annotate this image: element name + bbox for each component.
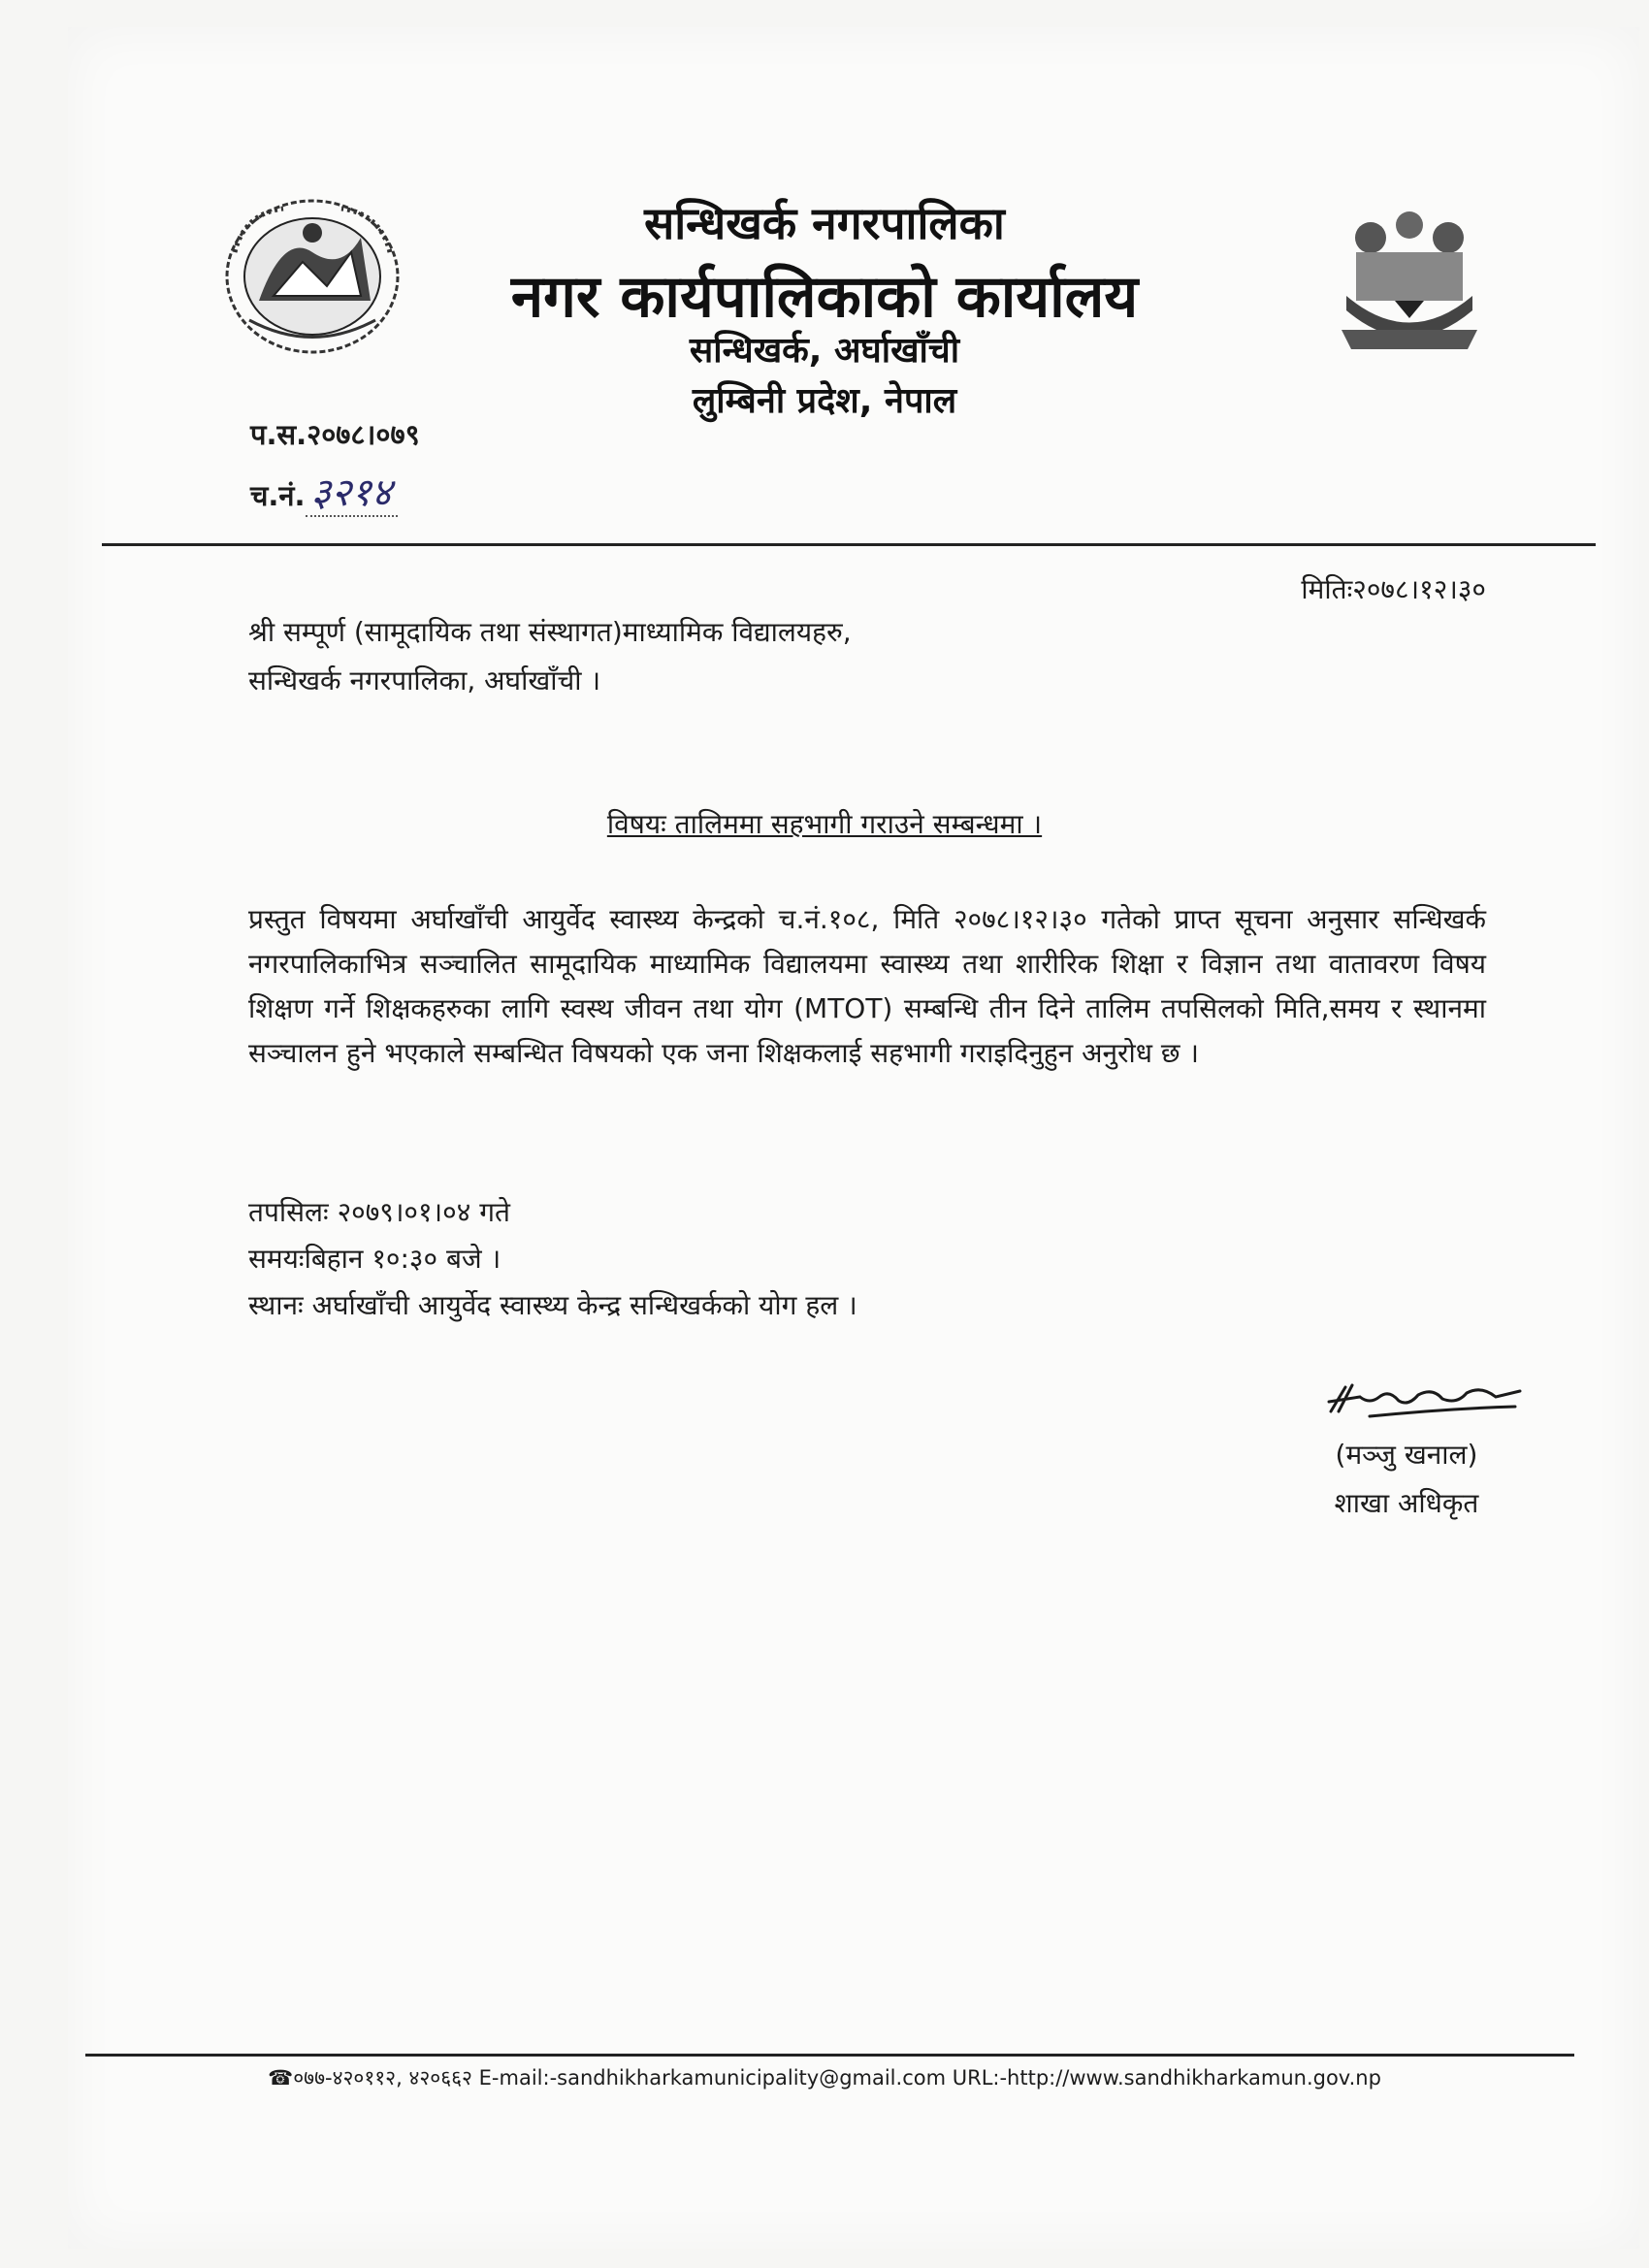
signature-mark <box>1311 1368 1535 1426</box>
header-location: सन्धिखर्क, अर्घाखाँची <box>689 331 960 371</box>
ps-value: २०७८।०७९ <box>307 418 420 451</box>
footer-email: E-mail:-sandhikharkamunicipality@gmail.com <box>478 2066 947 2090</box>
header-municipality-name: सन्धिखर्क नगरपालिका <box>644 197 1005 249</box>
footer-url: URL:-http://www.sandhikharkamun.gov.np <box>952 2066 1381 2090</box>
detail-venue: स्थानः अर्घाखाँची आयुर्वेद स्वास्थ्य केन्द्र सन्धिखर्कको योग हल । <box>248 1289 857 1321</box>
footer-divider <box>85 2054 1574 2057</box>
fiscal-year-ref <box>250 415 420 453</box>
header-divider <box>102 543 1596 546</box>
signatory-name: (मञ्जु खनाल) <box>1335 1439 1478 1471</box>
nepal-emblem-icon <box>215 194 409 359</box>
header-office-name: नगर कार्यपालिकाको कार्यालय <box>510 263 1139 331</box>
detail-date: तपसिलः २०७९।०१।०४ गते <box>248 1196 510 1228</box>
recipient-line-2: सन्धिखर्क नगरपालिका, अर्घाखाँची । <box>248 664 601 697</box>
letter-date: मितिः२०७८।१२।३० <box>1301 573 1486 605</box>
footer-phone: ०७७-४२०११२, ४२०६६२ <box>293 2066 472 2090</box>
ps-label: प.स. <box>250 418 307 451</box>
subject-text: विषयः तालिममा सहभागी गराउने सम्बन्धमा । <box>606 808 1043 840</box>
recipient-line-1: श्री सम्पूर्ण (सामूदायिक तथा संस्थागत)माध्यामिक विद्यालयहरु, <box>248 616 852 648</box>
signatory-designation: शाखा अधिकृत <box>1334 1487 1479 1519</box>
dispatch-number-ref <box>250 464 398 517</box>
detail-time: समयःबिहान १०:३० बजे । <box>248 1243 501 1275</box>
cn-handwritten-value: ३२१४ <box>306 470 398 517</box>
subject-line <box>0 805 1649 842</box>
footer-contact <box>0 2064 1649 2091</box>
cn-label: च.नं. <box>250 479 306 512</box>
phone-icon: ☎ <box>268 2066 294 2090</box>
municipality-logo-icon <box>1327 204 1492 369</box>
header-province: लुम्बिनी प्रदेश, नेपाल <box>692 381 957 421</box>
letter-body: प्रस्तुत विषयमा अर्घाखाँची आयुर्वेद स्वास्थ्य केन्द्रको च.नं.१०८, मिति २०७८।१२।३० गतेको प्राप्त सूचना अनुसार सन्धिखर्क नगरपालिकाभित्र सञ्चालित सामूदायिक माध्यामिक विद्यालयमा स्वास्थ्य तथा शारीरिक शिक्षा र विज्ञान तथा वातावरण विषय शिक्षण गर्ने शिक्षकहरुका लागि स्वस्थ जीवन तथा योग (MTOT) सम्बन्धि तीन दिने तालिम तपसिलको मिति,समय र स्थानमा सञ्चालन हुने भएकाले सम्बन्धित विषयको एक जना शिक्षकलाई सहभागी गराइदिनुहुन अनुरोध छ । <box>248 903 1486 1069</box>
